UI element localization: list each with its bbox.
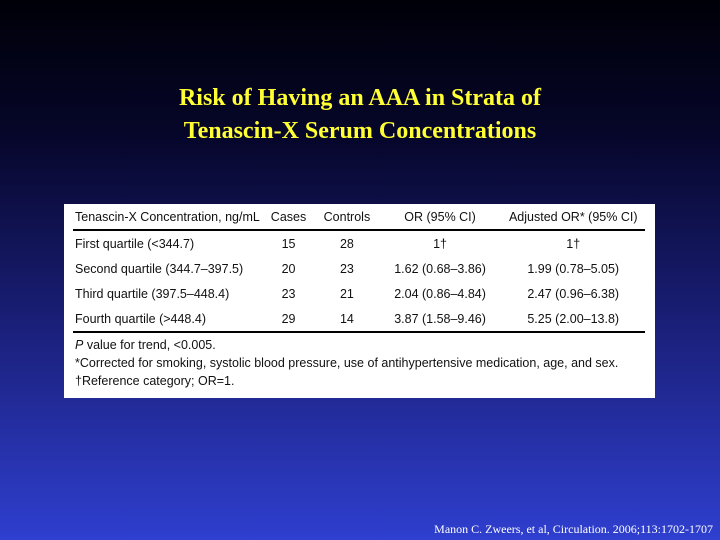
- cell-quartile: Third quartile (397.5–448.4): [75, 286, 230, 301]
- cell-or: 3.87 (1.58–9.46): [379, 306, 502, 332]
- cell-cases: 15: [281, 236, 296, 251]
- citation: Manon C. Zweers, et al, Circulation. 2006;113:1702-1707: [434, 522, 713, 536]
- header-cases: Cases: [262, 204, 315, 230]
- footnote-p-value: [75, 336, 645, 354]
- cell-controls: 14: [315, 306, 378, 332]
- cell-controls: 21: [339, 286, 354, 301]
- footnote-corrected: *Corrected for smoking, systolic blood pressure, use of antihypertensive medication, age, and sex.: [75, 356, 619, 370]
- cell-or: 2.04 (0.86–4.84): [394, 286, 486, 301]
- cell-quartile: Fourth quartile (>448.4): [73, 306, 262, 332]
- header-adjusted-or: Adjusted OR* (95% CI): [501, 204, 645, 230]
- footnote-p-text: value for trend, <0.005.: [83, 338, 216, 352]
- cell-controls: 28: [339, 236, 354, 251]
- table-row: [73, 230, 645, 256]
- slide-title: [0, 82, 720, 148]
- cell-cases: 20: [281, 261, 296, 276]
- cell-or: 1.62 (0.68–3.86): [394, 261, 486, 276]
- footnote-reference: †Reference category; OR=1.: [75, 374, 235, 388]
- cell-cases: 29: [262, 306, 315, 332]
- title-line-2: Tenascin-X Serum Concentrations: [183, 118, 537, 144]
- data-table-panel: [64, 204, 655, 398]
- cell-or: 1†: [433, 236, 448, 251]
- header-or: OR (95% CI): [379, 204, 502, 230]
- title-line-1: Risk of Having an AAA in Strata of: [178, 85, 542, 111]
- risk-table: [73, 204, 645, 333]
- cell-cases: 23: [281, 286, 296, 301]
- header-concentration: Tenascin-X Concentration, ng/mL: [73, 204, 262, 230]
- cell-quartile: Second quartile (344.7–397.5): [75, 261, 244, 276]
- cell-controls: 23: [339, 261, 354, 276]
- cell-adjusted-or: 1†: [566, 236, 581, 251]
- table-row: [73, 256, 645, 281]
- table-header-row: [73, 204, 645, 230]
- cell-adjusted-or: 5.25 (2.00–13.8): [501, 306, 645, 332]
- footnote-p-label: P: [75, 338, 84, 352]
- table-row: [73, 306, 645, 332]
- cell-adjusted-or: 1.99 (0.78–5.05): [527, 261, 620, 276]
- table-row: [73, 281, 645, 306]
- table-footnotes: [73, 333, 645, 390]
- cell-adjusted-or: 2.47 (0.96–6.38): [527, 286, 620, 301]
- cell-quartile: First quartile (<344.7): [75, 236, 195, 251]
- header-controls: Controls: [315, 204, 378, 230]
